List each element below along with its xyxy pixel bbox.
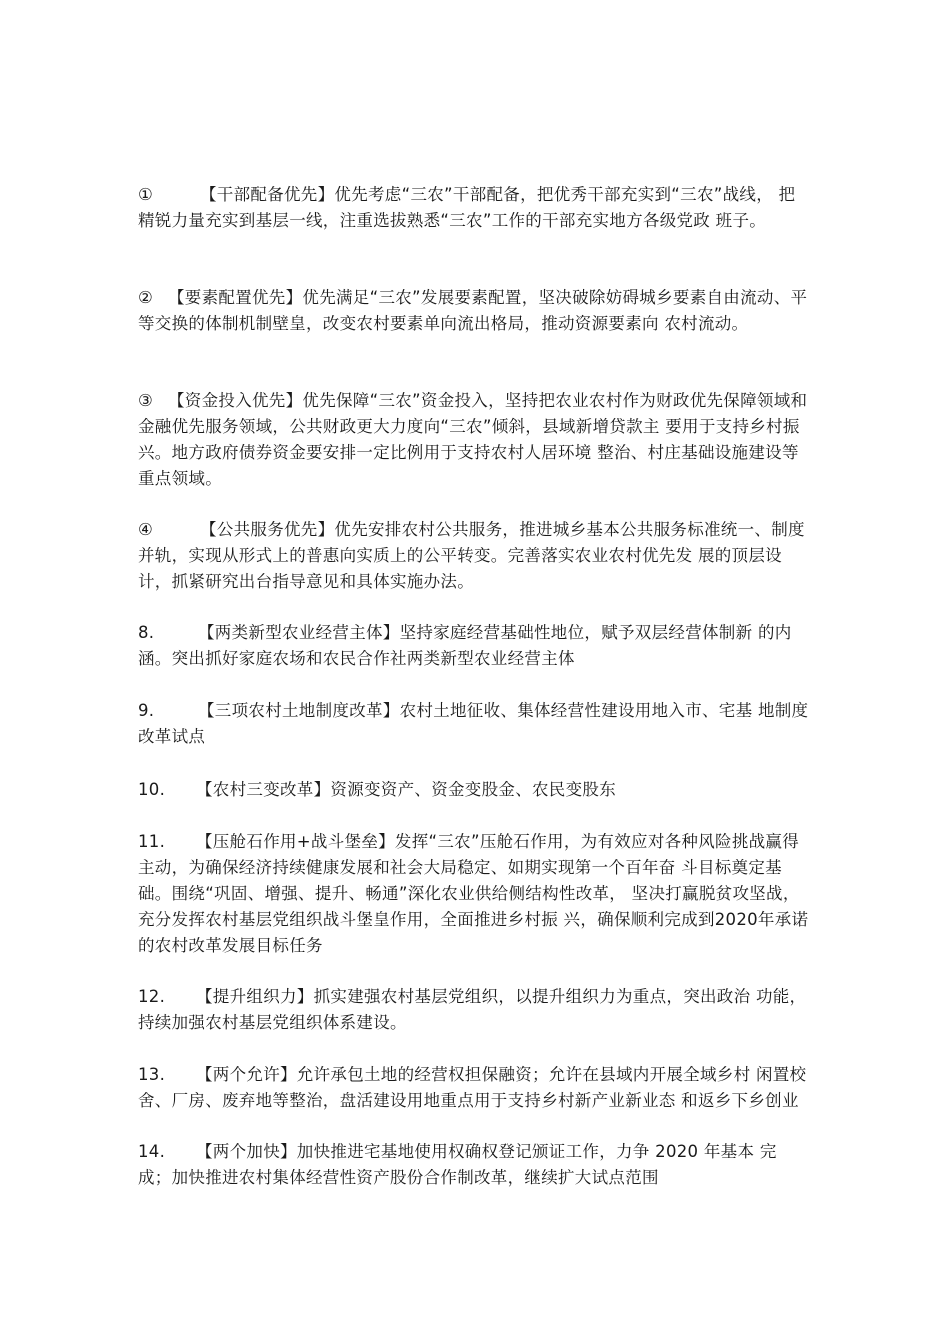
- item-text: 【要素配置优先】优先满足“三农”发展要素配置，坚决破除妨碍城乡要素自由流动、平等交换的体制机制壁皇，改变农村要素单向流出格局，推动资源要素向 农村流动。: [138, 288, 808, 333]
- item-text: 【提升组织力】抓实建强农村基层党组织，以提升组织力为重点，突出政治 功能，持续加强农村基层党组织体系建设。: [138, 987, 807, 1032]
- item-marker: 9.: [138, 701, 155, 720]
- list-item: [138, 1139, 810, 1191]
- item-text: 【公共服务优先】优先安排农村公共服务，推进城乡基本公共服务标准统一、制度并轨，实现从形式上的普惠向实质上的公平转变。完善落实农业农村优先发 展的顶层设计，抓紧研究出台指导意见和具体实施办法。: [138, 520, 805, 591]
- item-text: 【农村三变改革】资源变资产、资金变股金、农民变股东: [196, 780, 616, 799]
- list-item: [138, 698, 810, 750]
- item-marker: ③: [138, 391, 154, 410]
- list-item: [138, 984, 810, 1036]
- item-marker: ①: [138, 185, 154, 204]
- item-marker: 10.: [138, 780, 166, 799]
- list-item: [138, 285, 810, 337]
- list-item: [138, 777, 810, 803]
- item-marker: 8.: [138, 623, 155, 642]
- item-marker: ②: [138, 288, 154, 307]
- item-text: 【资金投入优先】优先保障“三农”资金投入，坚持把农业农村作为财政优先保障领域和金融优先服务领域，公共财政更大力度向“三农”倾斜，县域新增贷款主 要用于支持乡村振兴。地方政府债券资金要安排一定比例用于支持农村人居环境 整治、村庄基础设施建设等重点领域。: [138, 391, 808, 488]
- item-marker: 13.: [138, 1065, 166, 1084]
- item-text: 【两类新型农业经营主体】坚持家庭经营基础性地位，赋予双层经营体制新 的内涵。突出抓好家庭农场和农民合作社两类新型农业经营主体: [138, 623, 792, 668]
- list-item: [138, 829, 810, 959]
- item-text: 【干部配备优先】优先考虑“三农”干部配备，把优秀干部充实到“三农”战线， 把精锐力量充实到基层一线，注重选拔熟悉“三农”工作的干部充实地方各级党政 班子。: [138, 185, 796, 230]
- list-item: [138, 1062, 810, 1114]
- item-text: 【两个允许】允许承包土地的经营权担保融资；允许在县域内开展全域乡村 闲置校舍、厂房、废弃地等整治，盘活建设用地重点用于支持乡村新产业新业态 和返乡下乡创业: [138, 1065, 807, 1110]
- item-text: 【三项农村土地制度改革】农村土地征收、集体经营性建设用地入市、宅基 地制度改革试点: [138, 701, 809, 746]
- item-marker: 12.: [138, 987, 166, 1006]
- item-marker: 14.: [138, 1142, 166, 1161]
- item-marker: 11.: [138, 832, 166, 851]
- item-marker: ④: [138, 520, 154, 539]
- list-item: [138, 182, 810, 234]
- list-item: [138, 388, 810, 492]
- item-text: 【压舱石作用+战斗堡垒】发挥“三农”压舱石作用，为有效应对各种风险挑战赢得主动，为确保经济持续健康发展和社会大局稳定、如期实现第一个百年奋 斗目标奠定基础。围绕“巩固、增强、提升、畅通”深化农业供给侧结构性改革， 坚决打赢脱贫攻坚战，充分发挥农村基层党组织战斗堡皇作用，全面推进乡村振 兴，确保顺利完成到2020年承诺的农村改革发展目标任务: [138, 832, 809, 955]
- item-text: 【两个加快】加快推进宅基地使用权确权登记颁证工作，力争 2020 年基本 完成；加快推进农村集体经营性资产股份合作制改革，继续扩大试点范围: [138, 1142, 777, 1187]
- list-item: [138, 620, 810, 672]
- list-item: [138, 517, 810, 595]
